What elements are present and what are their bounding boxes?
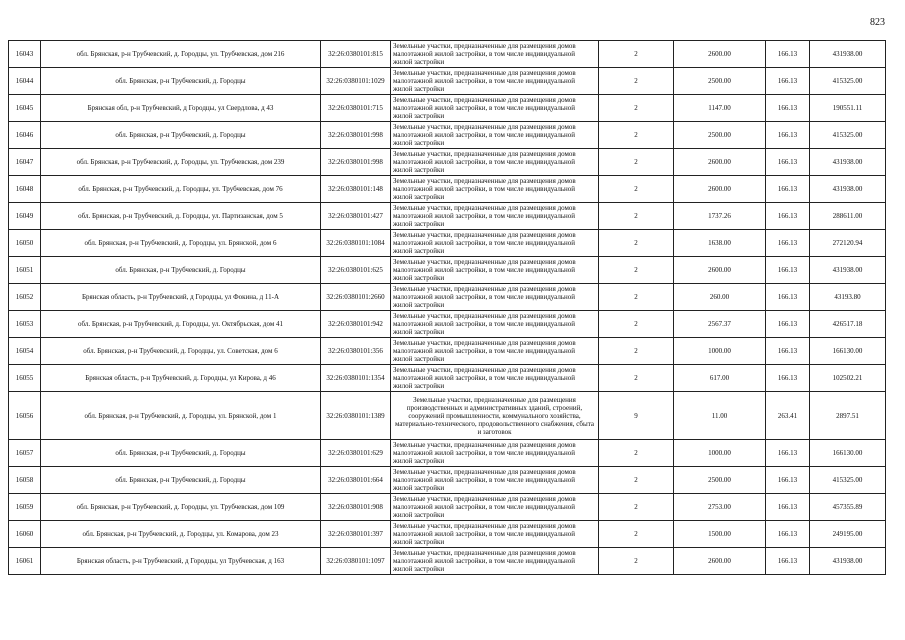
- table-row: [9, 122, 886, 149]
- cell-area: 1000.00: [674, 440, 766, 467]
- cell-specific-value: 166.13: [766, 284, 810, 311]
- cell-record-number: 16049: [9, 203, 41, 230]
- table-row: [9, 95, 886, 122]
- table-row: [9, 284, 886, 311]
- cell-cadastral-number: 32:26:0380101:427: [321, 203, 391, 230]
- cell-area: 1737.26: [674, 203, 766, 230]
- cell-specific-value: 166.13: [766, 365, 810, 392]
- cell-cadastral-number: 32:26:0380101:908: [321, 494, 391, 521]
- cell-land-use: Земельные участки, предназначенные для размещения домов малоэтажной жилой застройки, в том числе индивидуальной жилой застройки: [391, 203, 599, 230]
- cell-area: 260.00: [674, 284, 766, 311]
- cell-record-number: 16046: [9, 122, 41, 149]
- cell-address: обл. Брянская, р-н Трубчевский, д. Городцы, ул. Брянской, дом 6: [41, 230, 321, 257]
- cell-land-use: Земельные участки, предназначенные для размещения домов малоэтажной жилой застройки, в том числе индивидуальной жилой застройки: [391, 68, 599, 95]
- cell-address: обл. Брянская, р-н Трубчевский, д. Городцы, ул. Трубчевская, дом 76: [41, 176, 321, 203]
- cell-record-number: 16051: [9, 257, 41, 284]
- cell-land-use: Земельные участки, предназначенные для размещения домов малоэтажной жилой застройки, в том числе индивидуальной жилой застройки: [391, 311, 599, 338]
- cell-cadastral-value: 431938.00: [810, 149, 886, 176]
- cell-cadastral-value: 415325.00: [810, 122, 886, 149]
- cell-cadastral-number: 32:26:0380101:148: [321, 176, 391, 203]
- cell-land-use: Земельные участки, предназначенные для размещения домов малоэтажной жилой застройки, в том числе индивидуальной жилой застройки: [391, 440, 599, 467]
- cell-specific-value: 166.13: [766, 494, 810, 521]
- cell-record-number: 16047: [9, 149, 41, 176]
- cell-address: Брянская область, р-н Трубчевский, д Городцы, ул Фокина, д 11-А: [41, 284, 321, 311]
- cell-cadastral-number: 32:26:0380101:1389: [321, 392, 391, 440]
- cell-address: обл. Брянская, р-н Трубчевский, д. Городцы, ул. Трубчевская, дом 239: [41, 149, 321, 176]
- cell-cadastral-value: 2897.51: [810, 392, 886, 440]
- cell-cadastral-value: 431938.00: [810, 257, 886, 284]
- cell-address: обл. Брянская, р-н Трубчевский, д. Городцы, ул. Октябрьская, дом 41: [41, 311, 321, 338]
- cell-land-use: Земельные участки, предназначенные для размещения домов малоэтажной жилой застройки, в том числе индивидуальной жилой застройки: [391, 122, 599, 149]
- table-row: [9, 41, 886, 68]
- cell-specific-value: 166.13: [766, 149, 810, 176]
- cell-area: 2600.00: [674, 149, 766, 176]
- cell-land-use: Земельные участки, предназначенные для размещения домов малоэтажной жилой застройки, в том числе индивидуальной жилой застройки: [391, 365, 599, 392]
- cell-record-number: 16050: [9, 230, 41, 257]
- cell-land-use: Земельные участки, предназначенные для размещения домов малоэтажной жилой застройки, в том числе индивидуальной жилой застройки: [391, 494, 599, 521]
- cell-specific-value: 166.13: [766, 230, 810, 257]
- cell-land-use: Земельные участки, предназначенные для размещения домов малоэтажной жилой застройки, в том числе индивидуальной жилой застройки: [391, 230, 599, 257]
- table-row: [9, 365, 886, 392]
- cell-cadastral-value: 102502.21: [810, 365, 886, 392]
- cell-address: Брянская область, р-н Трубчевский, д. Городцы, ул Кирова, д 46: [41, 365, 321, 392]
- cell-specific-value: 166.13: [766, 176, 810, 203]
- cell-specific-value: 166.13: [766, 467, 810, 494]
- cell-specific-value: 166.13: [766, 440, 810, 467]
- cell-record-number: 16060: [9, 521, 41, 548]
- cell-land-use: Земельные участки, предназначенные для размещения домов малоэтажной жилой застройки, в том числе индивидуальной жилой застройки: [391, 95, 599, 122]
- cell-land-use: Земельные участки, предназначенные для размещения домов малоэтажной жилой застройки, в том числе индивидуальной жилой застройки: [391, 284, 599, 311]
- table-row: [9, 68, 886, 95]
- cell-use-group: 2: [599, 257, 674, 284]
- cell-area: 1638.00: [674, 230, 766, 257]
- cell-cadastral-number: 32:26:0380101:397: [321, 521, 391, 548]
- cell-use-group: 2: [599, 311, 674, 338]
- cell-land-use: Земельные участки, предназначенные для размещения домов малоэтажной жилой застройки, в том числе индивидуальной жилой застройки: [391, 521, 599, 548]
- cell-cadastral-number: 32:26:0380101:1029: [321, 68, 391, 95]
- cell-cadastral-value: 431938.00: [810, 176, 886, 203]
- cell-specific-value: 166.13: [766, 203, 810, 230]
- cell-record-number: 16054: [9, 338, 41, 365]
- cell-cadastral-number: 32:26:0380101:356: [321, 338, 391, 365]
- cell-specific-value: 166.13: [766, 521, 810, 548]
- cell-area: 2600.00: [674, 176, 766, 203]
- cell-cadastral-value: 43193.80: [810, 284, 886, 311]
- cell-address: обл. Брянская, р-н Трубчевский, д. Городцы, ул. Советская, дом 6: [41, 338, 321, 365]
- cell-use-group: 2: [599, 284, 674, 311]
- table-row: [9, 494, 886, 521]
- cell-cadastral-number: 32:26:0380101:998: [321, 122, 391, 149]
- cell-cadastral-value: 457355.89: [810, 494, 886, 521]
- cell-use-group: 2: [599, 338, 674, 365]
- cell-cadastral-number: 32:26:0380101:625: [321, 257, 391, 284]
- cell-land-use: Земельные участки, предназначенные для размещения домов малоэтажной жилой застройки, в том числе индивидуальной жилой застройки: [391, 257, 599, 284]
- cell-specific-value: 166.13: [766, 257, 810, 284]
- cell-address: обл. Брянская, р-н Трубчевский, д. Городцы, ул. Брянской, дом 1: [41, 392, 321, 440]
- cell-area: 2753.00: [674, 494, 766, 521]
- cell-address: обл. Брянская, р-н Трубчевский, д. Городцы: [41, 467, 321, 494]
- cell-cadastral-number: 32:26:0380101:2660: [321, 284, 391, 311]
- cell-use-group: 2: [599, 440, 674, 467]
- cell-use-group: 2: [599, 230, 674, 257]
- table-row: [9, 230, 886, 257]
- table-row: [9, 311, 886, 338]
- cell-record-number: 16061: [9, 548, 41, 575]
- table-row: [9, 149, 886, 176]
- cell-land-use: Земельные участки, предназначенные для размещения домов малоэтажной жилой застройки, в том числе индивидуальной жилой застройки: [391, 41, 599, 68]
- cell-cadastral-value: 249195.00: [810, 521, 886, 548]
- cell-land-use: Земельные участки, предназначенные для размещения домов малоэтажной жилой застройки, в том числе индивидуальной жилой застройки: [391, 548, 599, 575]
- cell-area: 2567.37: [674, 311, 766, 338]
- cell-area: 1147.00: [674, 95, 766, 122]
- cell-cadastral-number: 32:26:0380101:998: [321, 149, 391, 176]
- cell-use-group: 2: [599, 68, 674, 95]
- cell-specific-value: 166.13: [766, 311, 810, 338]
- cell-land-use: Земельные участки, предназначенные для размещения производственных и административных зданий, строений, сооружений промышленности, коммунального хозяйства, материально-технического, продовольственного снабжения, сбыта и заготовок: [391, 392, 599, 440]
- cell-cadastral-value: 166130.00: [810, 338, 886, 365]
- cell-record-number: 16057: [9, 440, 41, 467]
- cell-specific-value: 166.13: [766, 95, 810, 122]
- cell-use-group: 2: [599, 494, 674, 521]
- cell-use-group: 9: [599, 392, 674, 440]
- cell-use-group: 2: [599, 467, 674, 494]
- cadastral-value-table: [8, 40, 886, 575]
- cell-specific-value: 166.13: [766, 41, 810, 68]
- cell-address: обл. Брянская, р-н Трубчевский, д. Городцы, ул. Трубчевская, дом 216: [41, 41, 321, 68]
- cell-cadastral-number: 32:26:0380101:715: [321, 95, 391, 122]
- cell-use-group: 2: [599, 176, 674, 203]
- cell-area: 2600.00: [674, 257, 766, 284]
- cell-address: обл. Брянская, р-н Трубчевский, д. Городцы: [41, 68, 321, 95]
- cell-cadastral-number: 32:26:0380101:1097: [321, 548, 391, 575]
- cell-area: 2500.00: [674, 122, 766, 149]
- cell-cadastral-number: 32:26:0380101:815: [321, 41, 391, 68]
- cell-cadastral-number: 32:26:0380101:1354: [321, 365, 391, 392]
- cell-land-use: Земельные участки, предназначенные для размещения домов малоэтажной жилой застройки, в том числе индивидуальной жилой застройки: [391, 149, 599, 176]
- cell-area: 2500.00: [674, 68, 766, 95]
- cell-cadastral-value: 431938.00: [810, 41, 886, 68]
- cell-record-number: 16044: [9, 68, 41, 95]
- cell-address: Брянская область, р-н Трубчевский, д Городцы, ул Трубчевская, д 163: [41, 548, 321, 575]
- cell-use-group: 2: [599, 41, 674, 68]
- cell-address: обл. Брянская, р-н Трубчевский, д. Городцы, ул. Трубчевская, дом 109: [41, 494, 321, 521]
- page-number: 823: [870, 17, 885, 28]
- cell-record-number: 16056: [9, 392, 41, 440]
- cell-specific-value: 166.13: [766, 338, 810, 365]
- cell-cadastral-number: 32:26:0380101:664: [321, 467, 391, 494]
- cell-record-number: 16059: [9, 494, 41, 521]
- cell-use-group: 2: [599, 548, 674, 575]
- table-row: [9, 521, 886, 548]
- cell-land-use: Земельные участки, предназначенные для размещения домов малоэтажной жилой застройки, в том числе индивидуальной жилой застройки: [391, 467, 599, 494]
- cell-record-number: 16043: [9, 41, 41, 68]
- cell-specific-value: 166.13: [766, 68, 810, 95]
- cell-area: 1500.00: [674, 521, 766, 548]
- cell-area: 11.00: [674, 392, 766, 440]
- cell-record-number: 16055: [9, 365, 41, 392]
- cell-address: обл. Брянская, р-н Трубчевский, д. Городцы: [41, 440, 321, 467]
- table-row: [9, 467, 886, 494]
- cell-cadastral-value: 166130.00: [810, 440, 886, 467]
- cell-record-number: 16045: [9, 95, 41, 122]
- cell-use-group: 2: [599, 521, 674, 548]
- cell-record-number: 16052: [9, 284, 41, 311]
- cell-record-number: 16053: [9, 311, 41, 338]
- cell-area: 2600.00: [674, 548, 766, 575]
- table-row: [9, 203, 886, 230]
- cell-address: Брянская обл, р-н Трубчевский, д Городцы, ул Свердлова, д 43: [41, 95, 321, 122]
- cell-land-use: Земельные участки, предназначенные для размещения домов малоэтажной жилой застройки, в том числе индивидуальной жилой застройки: [391, 338, 599, 365]
- cell-specific-value: 263.41: [766, 392, 810, 440]
- cell-address: обл. Брянская, р-н Трубчевский, д. Городцы, ул. Партизанская, дом 5: [41, 203, 321, 230]
- cell-address: обл. Брянская, р-н Трубчевский, д. Городцы: [41, 257, 321, 284]
- cell-land-use: Земельные участки, предназначенные для размещения домов малоэтажной жилой застройки, в том числе индивидуальной жилой застройки: [391, 176, 599, 203]
- cell-cadastral-number: 32:26:0380101:629: [321, 440, 391, 467]
- cell-cadastral-value: 431938.00: [810, 548, 886, 575]
- cell-cadastral-value: 288611.00: [810, 203, 886, 230]
- cell-record-number: 16048: [9, 176, 41, 203]
- cell-use-group: 2: [599, 149, 674, 176]
- cell-area: 617.00: [674, 365, 766, 392]
- cell-cadastral-value: 426517.18: [810, 311, 886, 338]
- cell-use-group: 2: [599, 95, 674, 122]
- cell-address: обл. Брянская, р-н Трубчевский, д. Городцы, ул. Комарова, дом 23: [41, 521, 321, 548]
- table-row: [9, 392, 886, 440]
- table-row: [9, 176, 886, 203]
- cell-record-number: 16058: [9, 467, 41, 494]
- table-row: [9, 338, 886, 365]
- cell-cadastral-value: 415325.00: [810, 68, 886, 95]
- cell-use-group: 2: [599, 122, 674, 149]
- cell-cadastral-number: 32:26:0380101:1084: [321, 230, 391, 257]
- table-row: [9, 257, 886, 284]
- table-row: [9, 440, 886, 467]
- cell-area: 2500.00: [674, 467, 766, 494]
- cell-cadastral-value: 415325.00: [810, 467, 886, 494]
- table-row: [9, 548, 886, 575]
- cell-area: 1000.00: [674, 338, 766, 365]
- cell-cadastral-value: 272120.94: [810, 230, 886, 257]
- cell-cadastral-number: 32:26:0380101:942: [321, 311, 391, 338]
- cell-specific-value: 166.13: [766, 122, 810, 149]
- cell-use-group: 2: [599, 365, 674, 392]
- cell-specific-value: 166.13: [766, 548, 810, 575]
- cell-use-group: 2: [599, 203, 674, 230]
- cell-area: 2600.00: [674, 41, 766, 68]
- cell-cadastral-value: 190551.11: [810, 95, 886, 122]
- cell-address: обл. Брянская, р-н Трубчевский, д. Городцы: [41, 122, 321, 149]
